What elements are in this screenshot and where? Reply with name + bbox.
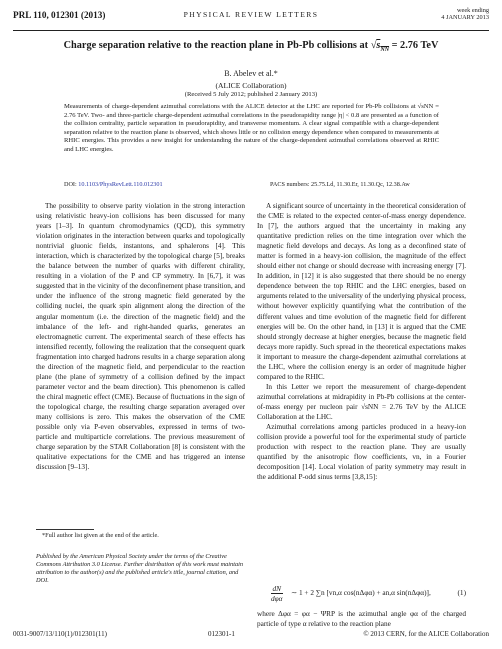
received-date: (Received 5 July 2012; published 2 January 2013) xyxy=(184,91,318,98)
abstract: Measurements of charge-dependent azimuthal correlations with the ALICE detector at the LHC are reported for Pb-Pb collisions at √sNN = 2.76 TeV. Two- and three-particle charge-dependent azimuthal correlations in the pseudorapidity range |η| < 0.8 are presented as a function of the collision centrality, particle separation in pseudorapidity, and transverse momentum. A clear signal compatible with a charge-dependent separation relative to the reaction plane is observed, which shows little or no collision energy dependence when compared to measurements at RHIC energies. This provides a new insight for understanding the nature of the charge-dependent azimuthal correlations observed at RHIC and LHC energies. xyxy=(64,103,439,153)
equation-denominator: dφα xyxy=(271,594,283,603)
license-note: Published by the American Physical Society under the terms of the Creative Commons Attribution 3.0 License. Further distribution of this work must maintain attribution to the author(s) and the published article's title, journal citation, and DOI. xyxy=(36,553,243,584)
page-number: 012301-1 xyxy=(208,630,235,638)
title-math xyxy=(370,40,392,54)
page-header xyxy=(13,8,489,31)
collaboration: (ALICE Collaboration) xyxy=(215,81,287,90)
paper-title xyxy=(20,40,482,53)
paragraph: The possibility to observe parity violation in the strong interaction using relativistic heavy-ion collisions has been discussed for many years [1–3]. In quantum chromodynamics (QCD), this symmetry violation originates in the interaction between quarks and topologically nontrivial gluonic fields, instantons, and sphalerons [4]. This interaction, which is characterized by the topological charge [5], breaks the balance between the number of quarks with different chirality, resulting in a violation of the P and CP symmetry. In [6,7], it was suggested that in the vicinity of the deconfinement phase transition, and under the influence of the strong magnetic field generated by the colliding nuclei, the quark spin alignment along the direction of the angular momentum (i.e. the direction of the magnetic field) and the imbalance of the left- and right-handed quarks, generates an electromagnetic current. The experimental search of these effects has intensified recently, following the realization that the consequent quark fragmentation into charged hadrons results in a charge separation along the direction of the magnetic field, and perpendicular to the reaction plane (the plane of symmetry of a collision defined by the impact parameter vector and the beam direction). This phenomenon is called the chiral magnetic effect (CME). Because of fluctuations in the sign of the topological charge, the resulting charge separation averaged over many collisions is zero. This makes the observation of the CME possible only via P-even observables, expressed in terms of two-particle and multiparticle correlations. The previous measurement of charge separation by the STAR Collaboration [8] is consistent with the qualitative expectations for the CME and has triggered an intense discussion [9–13]. xyxy=(36,202,245,472)
equation-fraction xyxy=(271,584,283,603)
right-column xyxy=(257,201,466,482)
left-column xyxy=(36,201,245,472)
page-footer xyxy=(13,630,489,642)
sqrt-symbol: √ xyxy=(370,40,377,51)
week-ending-label: week ending xyxy=(457,7,489,14)
paragraph: Azimuthal correlations among particles produced in a heavy-ion collision provide a powerful tool for the experimental study of particle production with respect to the reaction plane. They are usually quantified by the anisotropic flow coefficients, vn, in a Fourier decomposition [14]. Local violation of parity symmetry may result in the additional P-odd sinus terms [3,8,15]: xyxy=(257,423,466,482)
paragraph: where Δφα = φα − ΨRP is the azimuthal angle φα of the charged particle of type α relative to the reaction plane xyxy=(257,610,466,629)
pacs-numbers: PACS numbers: 25.75.Ld, 11.30.Er, 11.30.Qc, 12.38.Aw xyxy=(270,181,410,188)
journal-reference: PRL 110, 012301 (2013) xyxy=(13,10,106,20)
paragraph: In this Letter we report the measurement of charge-dependent azimuthal correlations at midrapidity in Pb-Pb collisions at the center-of-mass energy per nucleon pair √sNN = 2.76 TeV by the ALICE Collaboration at the LHC. xyxy=(257,382,466,421)
sqrt-argument xyxy=(376,40,390,54)
journal-title: PHYSICAL REVIEW LETTERS xyxy=(183,10,319,19)
issue-date xyxy=(441,7,489,22)
footnote-divider xyxy=(36,529,94,530)
equation-body: ∼ 1 + 2 ∑n [vn,α cos(nΔφα) + an,α sin(nΔφα)], xyxy=(291,588,431,597)
issue-date-value: 4 JANUARY 2013 xyxy=(441,14,489,22)
doi-link[interactable]: 10.1103/PhysRevLett.110.012301 xyxy=(78,181,163,188)
right-column-continued xyxy=(257,609,466,629)
equation-1 xyxy=(257,584,466,606)
title-sub: NN xyxy=(380,47,390,54)
paragraph: A significant source of uncertainty in the theoretical consideration of the CME is related to the expected center-of-mass energy dependence. In [7], the authors argued that the uncertainty in making any quantitative prediction relies on the time integration over which the magnetic field develops and decays. As long as a deconfined state of matter is formed in a heavy-ion collision, the magnitude of the effect should either not change or should decrease with increasing energy [7]. In addition, in [12] it is also suggested that there should be no energy dependence between the top RHIC and the LHC energies, based on arguments related to the universality of the underlying physical process, without however explicitly quantifying what the contribution of the different values and time evolution of the magnetic field for different energies will be. On the other hand, in [13] it is argued that the CME should strongly decrease at higher energies, because the magnetic field decays more rapidly. Such spread in the theoretical expectations makes it important to measure the charge-dependent azimuthal correlations at the LHC, where the collision energy is an order of magnitude higher compared to the RHIC. xyxy=(257,202,466,381)
equation-numerator: dN xyxy=(272,584,282,593)
copyright: © 2013 CERN, for the ALICE Collaboration xyxy=(363,630,489,638)
issn: 0031-9007/13/110(1)/012301(11) xyxy=(13,630,107,638)
title-var: s xyxy=(376,40,381,51)
title-text: Charge separation relative to the reaction plane in Pb-Pb collisions at xyxy=(63,40,369,51)
equation-number: (1) xyxy=(457,588,466,597)
author-list: B. Abelev et al.* xyxy=(224,69,278,78)
doi-line xyxy=(64,181,163,188)
footnote: *Full author list given at the end of the article. xyxy=(42,532,159,539)
doi-label: DOI: xyxy=(64,181,77,188)
title-value: = 2.76 TeV xyxy=(391,40,439,51)
